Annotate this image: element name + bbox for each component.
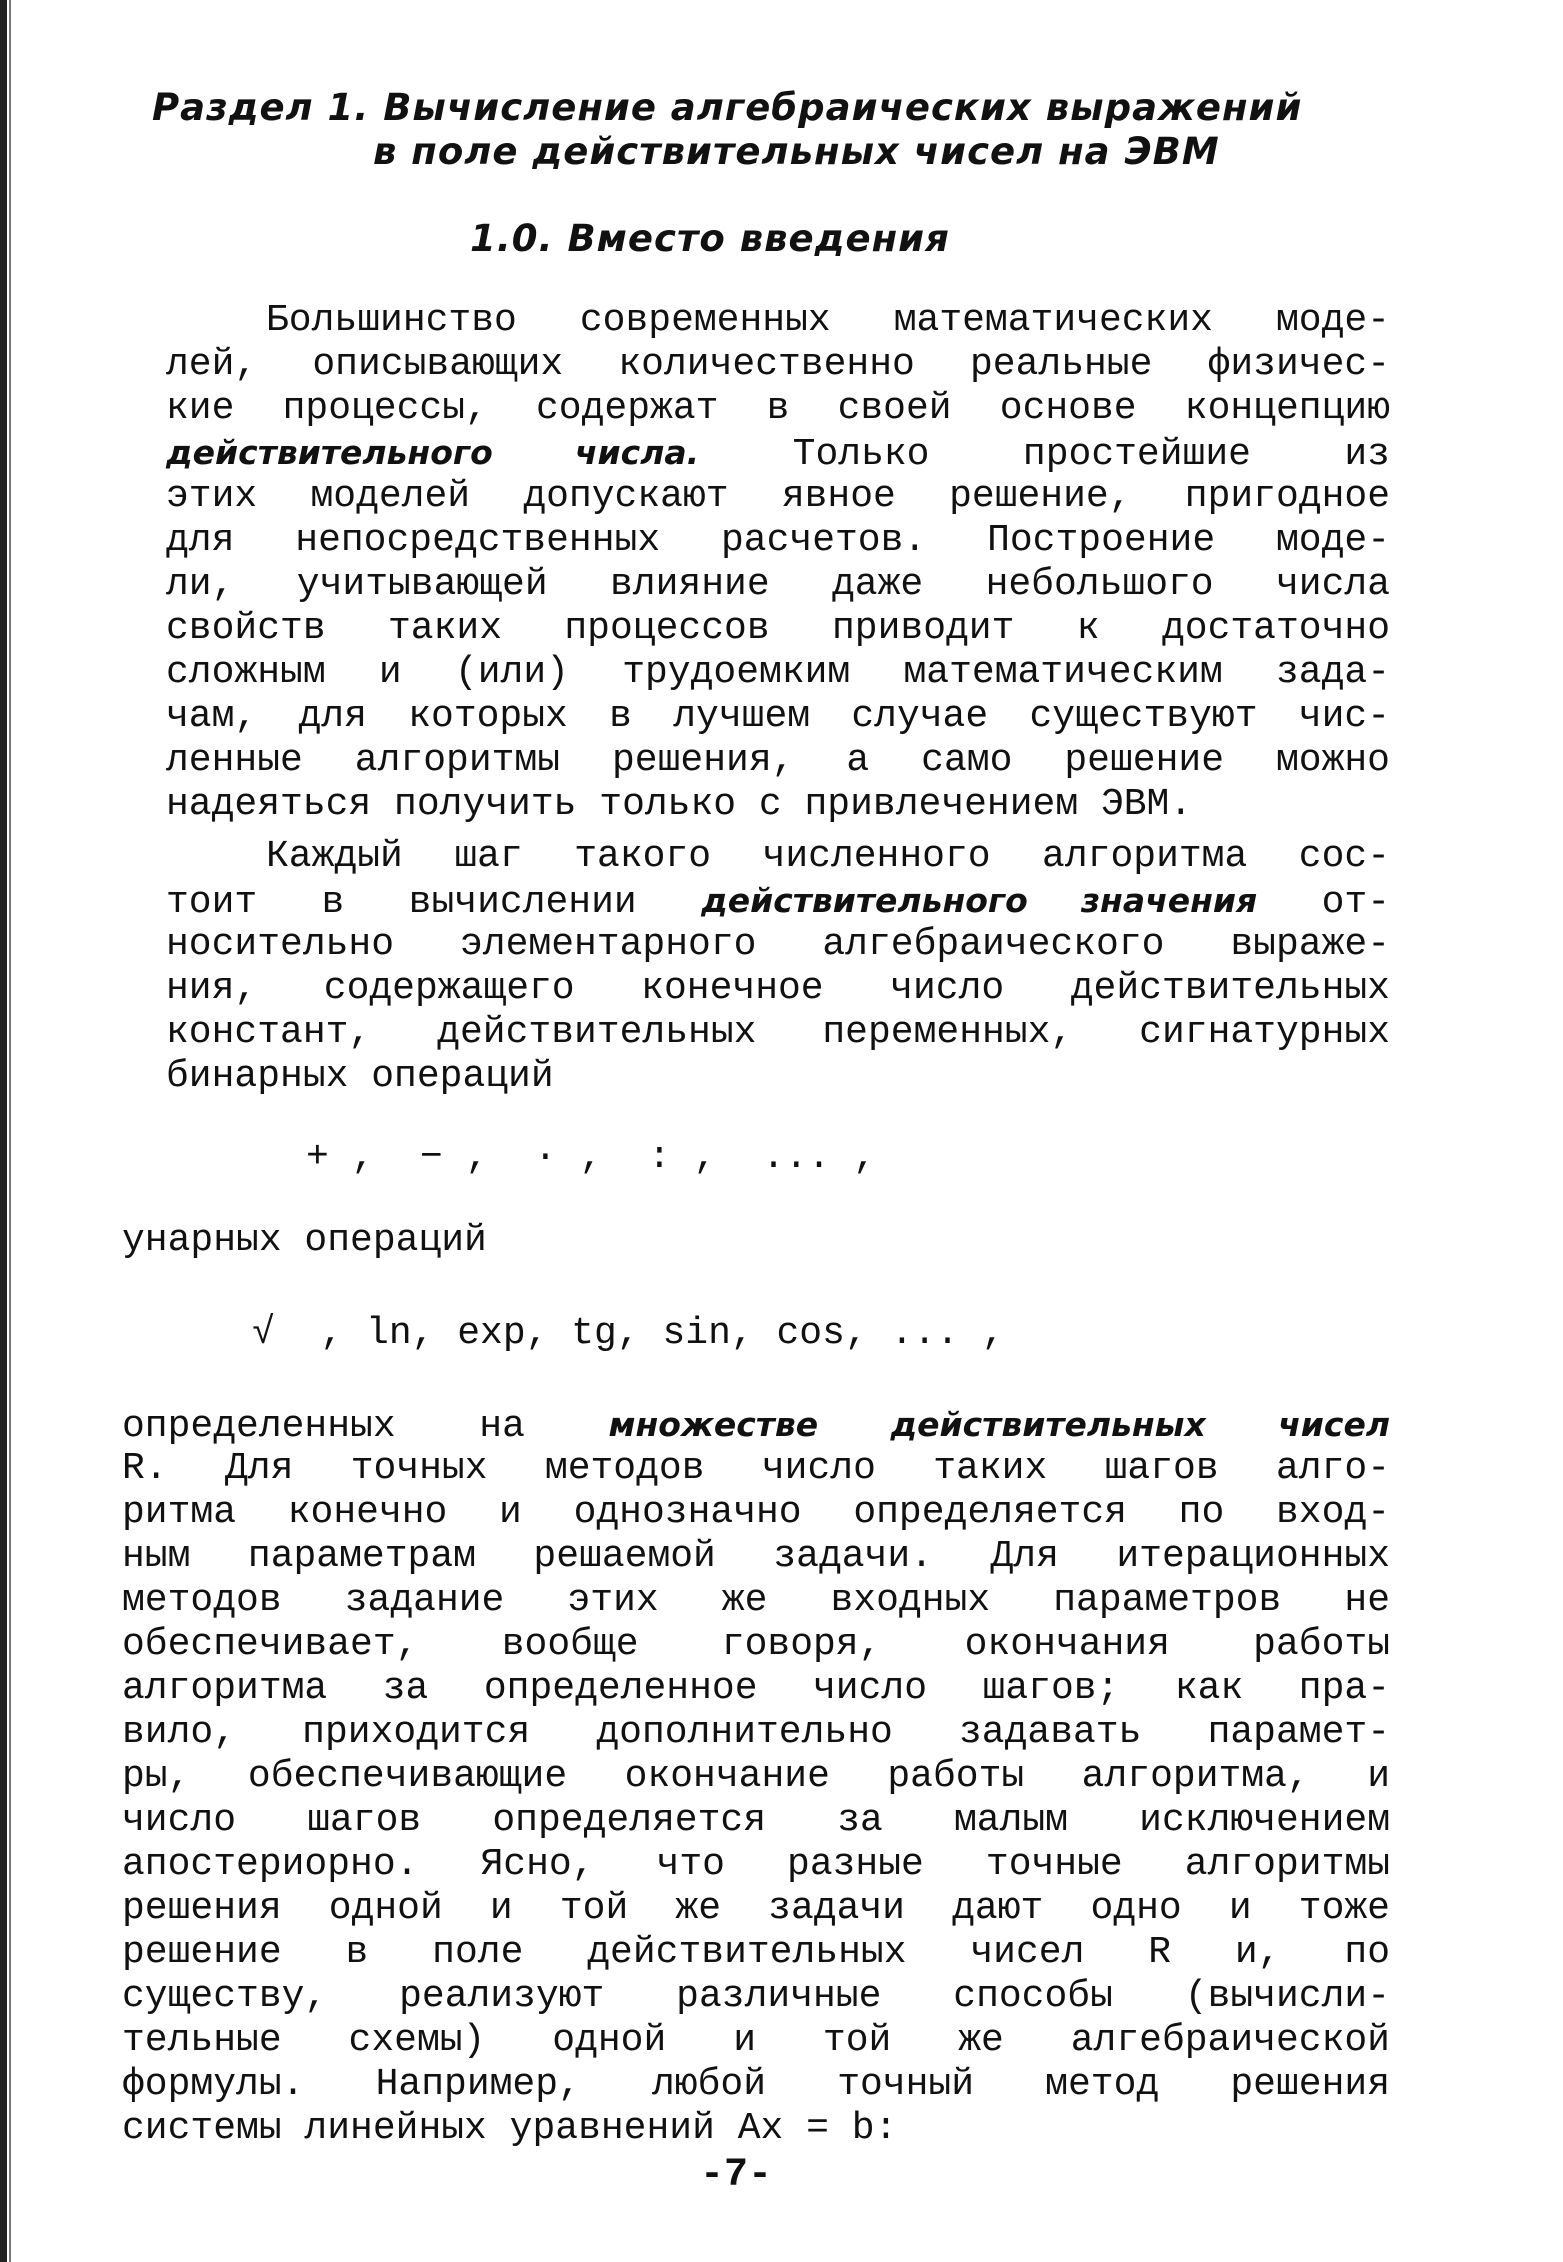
text-line [122,1491,1390,1535]
text-segment: Каждый шаг такого численного алгоритма сос- [266,835,1390,878]
text-line [122,1755,1390,1799]
unary-operations-formula: √ , ln, exp, tg, sin, cos, ... , [252,1312,1005,1355]
text-line [122,1799,1390,1843]
text-line [166,343,1390,387]
text-line [166,783,1390,827]
text-line [166,387,1390,431]
text-line [122,1667,1390,1711]
text-segment: бинарных операций [166,1055,554,1098]
text-segment: чам, для которых в лучшем случае существуют чис- [166,695,1390,738]
text-segment: число шагов определяется за малым исключением [122,1799,1390,1842]
text-segment: ным параметрам решаемой задачи. Для итерационных [122,1535,1390,1578]
paragraph-1 [166,299,1390,827]
text-segment: Большинство современных математических моде- [266,299,1390,342]
emphasized-term: действительного числа. [166,433,700,472]
text-segment: для непосредственных расчетов. Построение моде- [166,519,1390,562]
text-segment: свойств таких процессов приводит к достаточно [166,607,1390,650]
text-line [166,923,1390,967]
text-line [166,475,1390,519]
text-segment: тельные схемы) одной и той же алгебраической [122,2019,1390,2062]
text-segment: лей, описывающих количественно реальные физичес- [166,343,1390,386]
text-segment: от- [1257,881,1390,924]
text-segment: вило, приходится дополнительно задавать парамет- [122,1711,1390,1754]
text-line [122,1535,1390,1579]
text-line [166,967,1390,1011]
text-line [122,2107,1390,2151]
unary-operations-label: унарных операций [122,1219,487,1262]
text-segment: алгоритма за определенное число шагов; как пра- [122,1667,1390,1710]
text-line [166,879,1390,923]
text-line [122,1887,1390,1931]
text-segment: R. Для точных методов число таких шагов алго- [122,1447,1390,1490]
text-line [166,607,1390,651]
text-segment: ния, содержащего конечное число действительных [166,967,1390,1010]
text-segment: ли, учитывающей влияние даже небольшого числа [166,563,1390,606]
text-segment: надеяться получить только с привлечением ЭВМ. [166,783,1193,826]
text-segment: этих моделей допускают явное решение, пригодное [166,475,1390,518]
paragraph-3 [122,1403,1390,2151]
text-line [122,1931,1390,1975]
text-line [122,1403,1390,1447]
text-segment: носительно элементарного алгебраического выраже- [166,923,1390,966]
text-line [166,1011,1390,1055]
section-title-line2: в поле действительных чисел на ЭВМ [373,130,1220,173]
text-line [166,1055,1390,1099]
text-line [122,1711,1390,1755]
text-line [122,2019,1390,2063]
paragraph-2 [166,835,1390,1099]
text-line [166,299,1390,343]
text-segment: обеспечивает, вообще говоря, окончания работы [122,1623,1390,1666]
text-segment: тоит в вычислении [166,881,702,924]
subsection-title: 1.0. Вместо введения [470,217,950,260]
text-line [122,1579,1390,1623]
text-segment: решения одной и той же задачи дают одно и тоже [122,1887,1390,1930]
page-number: -7- [700,2153,773,2198]
text-line [122,1975,1390,2019]
text-line [166,563,1390,607]
text-segment: сложным и (или) трудоемким математическим зада- [166,651,1390,694]
text-segment: кие процессы, содержат в своей основе концепцию [166,387,1390,430]
text-segment: Только простейшие из [699,433,1390,476]
emphasized-term: множестве действительных чисел [608,1405,1391,1444]
section-title-line1: Раздел 1. Вычисление алгебраических выражений [152,86,1303,129]
text-segment: формулы. Например, любой точный метод решения [122,2063,1390,2106]
text-line [166,835,1390,879]
text-line [122,1447,1390,1491]
text-line [166,651,1390,695]
text-segment: ленные алгоритмы решения, а само решение можно [166,739,1390,782]
text-line [122,2063,1390,2107]
text-line [122,1843,1390,1887]
text-segment: ры, обеспечивающие окончание работы алгоритма, и [122,1755,1390,1798]
text-line [166,431,1390,475]
scan-edge-shadow [9,0,11,2262]
text-segment: констант, действительных переменных, сигнатурных [166,1011,1390,1054]
text-segment: методов задание этих же входных параметров не [122,1579,1390,1622]
text-segment: апостериорно. Ясно, что разные точные алгоритмы [122,1843,1390,1886]
text-line [122,1623,1390,1667]
text-segment: существу, реализуют различные способы (вычисли- [122,1975,1390,2018]
binary-operations-formula: + , − , · , : , ... , [306,1136,877,1179]
text-line [166,519,1390,563]
text-segment: системы линейных уравнений Ax = b: [122,2107,898,2150]
scan-edge [0,0,7,2262]
text-segment: определенных на [122,1405,609,1448]
text-line [166,695,1390,739]
text-line [166,739,1390,783]
text-segment: решение в поле действительных чисел R и, по [122,1931,1390,1974]
emphasized-term: действительного значения [701,881,1258,920]
text-segment: ритма конечно и однозначно определяется по вход- [122,1491,1390,1534]
